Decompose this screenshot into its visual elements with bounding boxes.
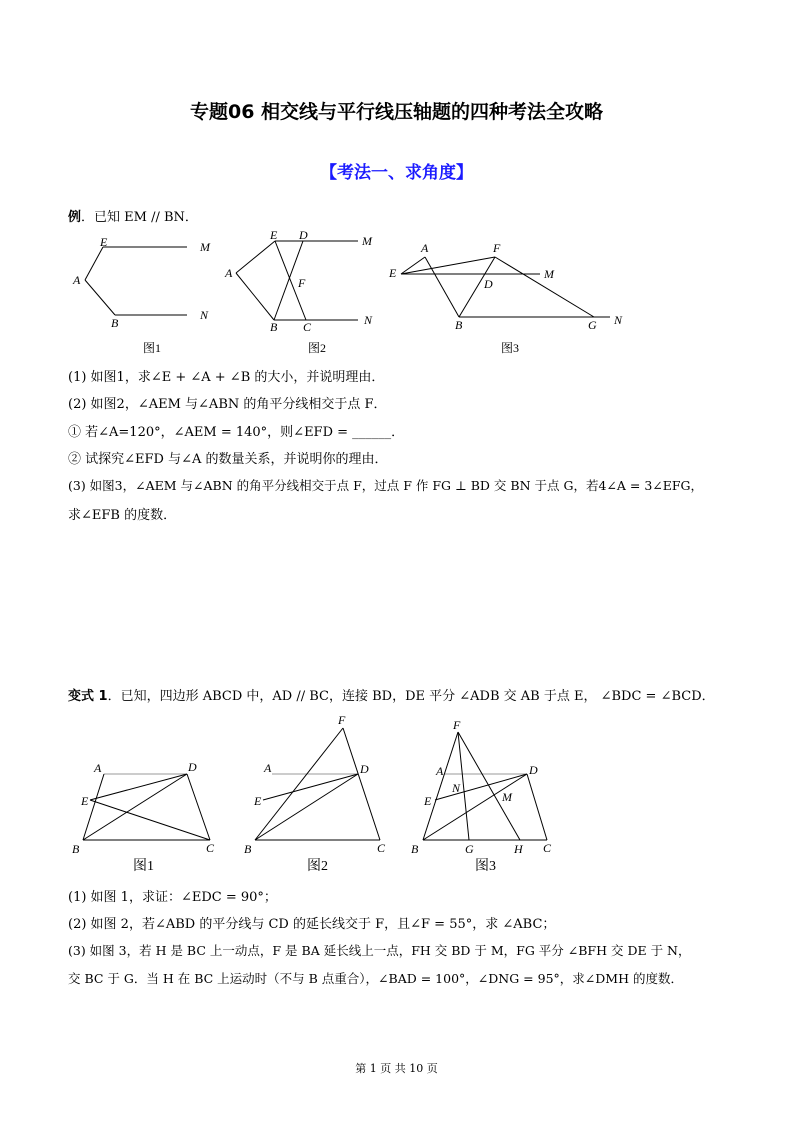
figure-label: C: [206, 841, 215, 855]
figure-line: [187, 774, 210, 840]
figure-line: [401, 257, 495, 274]
figure-label: D: [484, 277, 493, 291]
figure-label: C: [377, 841, 386, 855]
figure-line: [425, 257, 459, 317]
figure-label: B: [244, 842, 252, 856]
figure-label: A: [436, 764, 444, 778]
example-intro-text: ．已知 EM // BN．: [81, 210, 198, 225]
example-question-2: (2) 如图2，∠AEM 与∠ABN 的角平分线相交于点 F．: [68, 397, 387, 412]
variant-question-3: (3) 如图 3，若 H 是 BC 上一动点，F 是 BA 延长线上一点，FH 交 BD 于 M，FG 平分 ∠BFH 交 DE 于 N，: [68, 943, 691, 958]
figure-label: D: [360, 762, 369, 776]
example-question-2-2: ② 试探究∠EFD 与∠A 的数量关系，并说明你的理由．: [68, 452, 388, 467]
figure-label: G: [465, 842, 474, 856]
figure-label: B: [411, 842, 419, 856]
variant-intro-text: ．已知，四边形 ABCD 中，AD // BC，连接 BD，DE 平分 ∠ADB 交 AB 于点 E， ∠BDC = ∠BCD．: [107, 689, 715, 704]
figure-line: [495, 257, 594, 317]
figure-label: 图1: [133, 859, 154, 874]
variant-question-3-cont: 交 BC 于 G．当 H 在 BC 上运动时（不与 B 点重合），∠BAD = 100°，∠DNG = 95°，求∠DMH 的度数．: [68, 971, 683, 986]
figure-label: M: [200, 240, 210, 254]
figure-line: [435, 774, 527, 800]
figure-label: D: [299, 228, 308, 242]
figure-label: E: [100, 235, 108, 249]
figure-line: [90, 800, 210, 840]
figure-label: M: [502, 790, 512, 804]
example-question-3: (3) 如图3，∠AEM 与∠ABN 的角平分线相交于点 F，过点 F 作 FG ⊥ BD 交 BN 于点 G，若4∠A = 3∠EFG，: [68, 478, 704, 493]
variant-figure-3: [411, 718, 552, 874]
figure-label: N: [452, 781, 461, 795]
figure-label: B: [111, 316, 119, 330]
figure-label: N: [364, 313, 373, 327]
figure-line: [236, 273, 274, 320]
figure-line: [83, 774, 187, 840]
variant-question-2: (2) 如图 2，若∠ABD 的平分线与 CD 的延长线交于 F，且∠F = 55°，求 ∠ABC；: [68, 917, 556, 932]
figure-label: 图1: [143, 341, 162, 355]
figure-line: [263, 774, 358, 800]
variant-figure-1: [72, 760, 215, 874]
figure-label: B: [455, 318, 463, 332]
figure-label: N: [200, 308, 209, 322]
figure-label: E: [81, 794, 89, 808]
variant-intro: [68, 685, 715, 704]
figure-label: A: [421, 241, 429, 255]
example-question-2-1: ① 若∠A=120°，∠AEM = 140°，则∠EFD = ______．: [68, 425, 405, 440]
figure-line: [423, 774, 527, 840]
variant-label: 变式 1: [68, 689, 108, 704]
figure-label: F: [453, 718, 461, 732]
figure-line: [343, 728, 380, 840]
variant-figure-2: [244, 713, 386, 874]
example-figure-3: [388, 241, 623, 355]
figure-label: 图3: [475, 859, 496, 874]
figure-label: E: [270, 228, 278, 242]
figure-label: A: [73, 273, 81, 287]
figure-label: A: [225, 266, 233, 280]
figure-line: [85, 280, 115, 315]
figure-line: [236, 241, 275, 273]
figure-line: [527, 774, 547, 840]
figure-label: N: [614, 313, 623, 327]
figure-label: 图2: [308, 341, 327, 355]
figure-label: D: [188, 760, 197, 774]
section-heading: 【考法一、求角度】: [320, 163, 473, 183]
figure-label: B: [72, 842, 80, 856]
figure-label: H: [514, 842, 523, 856]
variant-question-1: (1) 如图 1，求证：∠EDC = 90°；: [68, 890, 277, 905]
figure-label: E: [254, 794, 262, 808]
figure-label: A: [264, 761, 272, 775]
figure-label: G: [588, 318, 597, 332]
figure-label: F: [298, 276, 306, 290]
example-question-1: (1) 如图1，求∠E + ∠A + ∠B 的大小，并说明理由．: [68, 370, 385, 385]
figure-label: 图2: [307, 859, 328, 874]
figure-line: [90, 774, 187, 800]
example-label: 例: [68, 210, 82, 225]
figure-label: F: [338, 713, 346, 727]
page-footer: 第 1 页 共 10 页: [355, 1062, 438, 1075]
figure-label: C: [543, 841, 552, 855]
figure-label: E: [424, 794, 432, 808]
example-figure-2: [224, 228, 373, 355]
figure-label: D: [529, 763, 538, 777]
figure-label: E: [389, 266, 397, 280]
figure-line: [255, 774, 358, 840]
figure-line: [85, 247, 103, 280]
figure-label: B: [270, 320, 278, 334]
page-title: 专题06 相交线与平行线压轴题的四种考法全攻略: [189, 101, 604, 123]
figure-label: F: [493, 241, 501, 255]
example-figure-1: [72, 235, 211, 355]
example-question-3-cont: 求∠EFB 的度数．: [68, 508, 177, 523]
figure-label: C: [303, 320, 312, 334]
figure-label: 图3: [501, 341, 520, 355]
figure-label: M: [544, 267, 554, 281]
figure-label: A: [94, 761, 102, 775]
figure-line: [255, 728, 343, 840]
figure-label: M: [362, 234, 372, 248]
